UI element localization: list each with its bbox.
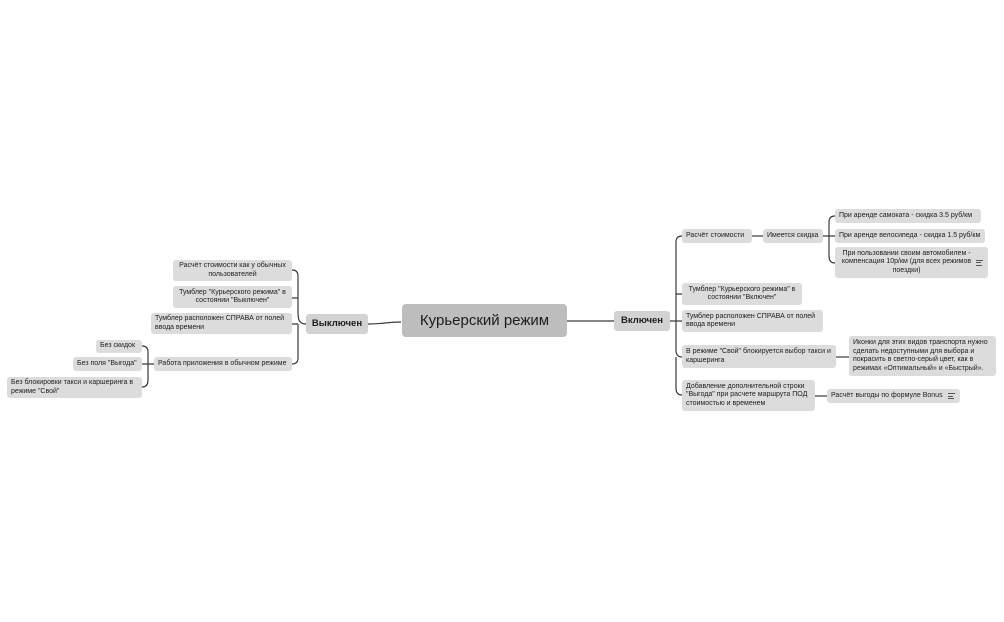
on-item-cost[interactable]: Расчёт стоимости [682,229,752,243]
on-branch-node[interactable] [614,311,670,331]
off-branch-node[interactable] [306,314,368,334]
on-item-benefit-row[interactable]: Добавление дополнительной строки "Выгода" при расчете маршрута ПОД стоимостью и временем [682,380,815,411]
discount-bicycle[interactable]: При аренде велосипеда - скидка 1.5 руб/км [835,229,985,243]
off-item-normal-mode[interactable]: Работа приложения в обычном режиме [154,357,292,371]
on-item-own-mode[interactable]: В режиме "Свой" блокируется выбор такси и каршеринга [682,345,836,368]
connector-root-off [368,322,401,324]
off-item-toggle-state[interactable]: Тумблер "Курьерского режима" в состоянии "Выключен" [173,286,292,308]
discount-scooter[interactable]: При аренде самоката - скидка 3.5 руб/км [835,209,981,223]
on-branch-label: Включен [620,315,664,326]
notes-icon[interactable] [948,393,955,399]
normal-mode-no-discounts[interactable]: Без скидок [96,340,142,353]
discount-own-car[interactable]: При пользовании своим автомобилем - компенсация 10р/км (для всех режимов поездки) [835,247,988,278]
off-item-toggle-position[interactable]: Тумблер расположен СПРАВА от полей ввода времени [151,313,292,334]
connector-normal-mode [142,346,154,387]
root-label: Курьерский режим [419,311,550,329]
connector-discount-items [823,216,835,263]
root-node[interactable] [402,304,567,337]
connector-on-items [670,236,682,395]
notes-icon[interactable] [976,260,983,266]
normal-mode-no-blocking[interactable]: Без блокировки такси и каршеринга в режиме "Свой" [7,377,142,398]
off-branch-label: Выключен [311,318,363,329]
on-item-toggle-state[interactable]: Тумблер "Курьерского режима" в состоянии "Включен" [682,283,802,305]
on-item-toggle-position[interactable]: Тумблер расположен СПРАВА от полей ввода времени [682,310,823,332]
connector-off-items [292,270,306,364]
normal-mode-no-benefit-field[interactable]: Без поля "Выгода" [73,357,142,371]
on-item-discount[interactable]: Имеется скидка [763,229,823,243]
icons-note[interactable]: Иконки для этих видов транспорта нужно сделать недоступными для выбора и покрасить в светло-серый цвет, как в режимах «Оптимальный» и «Быстрый». [849,336,996,376]
off-item-cost[interactable]: Расчёт стоимости как у обычных пользователей [173,260,292,281]
benefit-formula[interactable]: Расчёт выгоды по формуле Bonus [827,389,960,403]
